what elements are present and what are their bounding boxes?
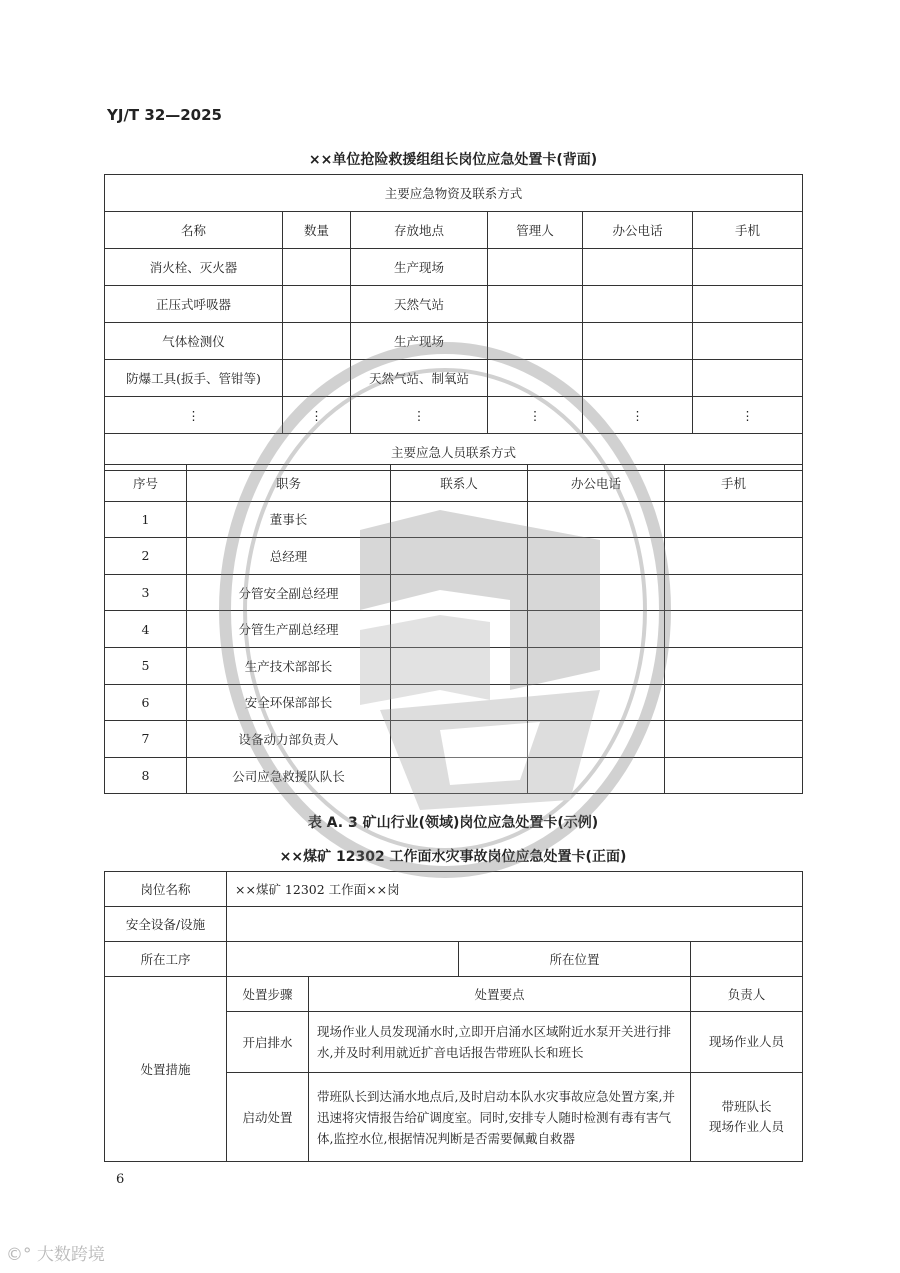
process-label: 所在工序 — [105, 942, 227, 977]
col-header: 办公电话 — [528, 465, 665, 502]
card-back-title: ××单位抢险救援组组长岗位应急处置卡(背面) — [308, 152, 598, 168]
col-header: 数量 — [283, 212, 351, 249]
step-point: 现场作业人员发现涌水时,立即开启涌水区域附近水泵开关进行排水,并及时利用就近扩音电话报告带班队长和班长 — [309, 1012, 691, 1073]
post-name-row — [105, 872, 803, 907]
ellipsis-cell: ⋮ — [105, 397, 283, 434]
table-cell: 公司应急救援队队长 — [187, 757, 391, 794]
table-row-ellipsis — [105, 397, 803, 434]
step-name: 启动处置 — [227, 1073, 309, 1162]
ellipsis-cell: ⋮ — [351, 397, 488, 434]
table-cell — [583, 286, 693, 323]
table-a3-caption: 表 A. 3 矿山行业(领域)岗位应急处置卡(示例) — [307, 815, 599, 831]
table-cell: 1 — [105, 501, 187, 538]
col-header: 管理人 — [488, 212, 583, 249]
table-cell — [488, 323, 583, 360]
ellipsis-cell: ⋮ — [693, 397, 803, 434]
process-row — [105, 942, 803, 977]
table-cell — [665, 684, 803, 721]
table-cell: 3 — [105, 574, 187, 611]
step-responsible — [691, 1073, 803, 1162]
table-cell — [391, 574, 528, 611]
table-cell — [665, 647, 803, 684]
table-cell — [391, 501, 528, 538]
step-point: 带班队长到达涌水地点后,及时启动本队水灾事故应急处置方案,并迅速将灾情报告给矿调度室。同时,安排专人随时检测有毒有害气体,监控水位,根据情况判断是否需要佩戴自救器 — [309, 1073, 691, 1162]
table-cell — [391, 721, 528, 758]
safety-equipment-row — [105, 907, 803, 942]
personnel-section-title: 主要应急人员联系方式 — [105, 434, 803, 471]
table-cell — [528, 538, 665, 575]
table-cell — [528, 757, 665, 794]
page-number: 6 — [116, 1172, 125, 1187]
table-cell — [693, 249, 803, 286]
responsible-header: 负责人 — [691, 977, 803, 1012]
table-cell: 设备动力部负责人 — [187, 721, 391, 758]
table-row — [105, 360, 803, 397]
table-row — [105, 574, 803, 611]
post-name-value: ××煤矿 12302 工作面××岗 — [227, 872, 803, 907]
table-cell: 8 — [105, 757, 187, 794]
table-cell — [665, 538, 803, 575]
personnel-header-row — [105, 465, 803, 502]
location-value — [691, 942, 803, 977]
table-cell: 正压式呼吸器 — [105, 286, 283, 323]
table-cell — [665, 501, 803, 538]
table-cell — [528, 501, 665, 538]
col-header: 办公电话 — [583, 212, 693, 249]
table-cell — [583, 360, 693, 397]
table-cell: 气体检测仪 — [105, 323, 283, 360]
materials-table — [104, 174, 803, 471]
table-cell — [693, 323, 803, 360]
brand-logo-icon: ©° — [6, 1245, 32, 1265]
table-cell — [528, 611, 665, 648]
table-cell: 6 — [105, 684, 187, 721]
table-cell — [488, 360, 583, 397]
materials-section-row — [105, 175, 803, 212]
ellipsis-cell: ⋮ — [488, 397, 583, 434]
table-row — [105, 721, 803, 758]
table-cell — [528, 684, 665, 721]
table-row — [105, 249, 803, 286]
table-cell — [283, 249, 351, 286]
table-cell — [283, 323, 351, 360]
table-cell — [665, 757, 803, 794]
table-cell — [528, 647, 665, 684]
responsible-person: 带班队长 — [721, 1099, 772, 1114]
ellipsis-cell: ⋮ — [283, 397, 351, 434]
table-cell: 4 — [105, 611, 187, 648]
table-cell: 生产现场 — [351, 249, 488, 286]
measures-header-row — [105, 977, 803, 1012]
table-cell: 5 — [105, 647, 187, 684]
ellipsis-cell: ⋮ — [583, 397, 693, 434]
table-row — [105, 611, 803, 648]
table-row — [105, 684, 803, 721]
materials-section-title: 主要应急物资及联系方式 — [105, 175, 803, 212]
table-cell: 2 — [105, 538, 187, 575]
table-cell — [665, 721, 803, 758]
col-header: 联系人 — [391, 465, 528, 502]
responsible-person: 现场作业人员 — [709, 1034, 785, 1049]
table-cell — [488, 249, 583, 286]
col-header: 名称 — [105, 212, 283, 249]
card-front-title: ××煤矿 12302 工作面水灾事故岗位应急处置卡(正面) — [279, 849, 627, 865]
responsible-person: 现场作业人员 — [709, 1119, 785, 1134]
table-cell — [391, 757, 528, 794]
table-cell — [391, 647, 528, 684]
col-header: 职务 — [187, 465, 391, 502]
table-cell — [665, 574, 803, 611]
table-cell — [528, 574, 665, 611]
col-header: 存放地点 — [351, 212, 488, 249]
col-header: 手机 — [693, 212, 803, 249]
materials-header-row — [105, 212, 803, 249]
col-header: 手机 — [665, 465, 803, 502]
measures-label: 处置措施 — [105, 977, 227, 1162]
step-name: 开启排水 — [227, 1012, 309, 1073]
step-responsible — [691, 1012, 803, 1073]
table-cell: 天然气站、制氧站 — [351, 360, 488, 397]
table-cell — [391, 538, 528, 575]
post-name-label: 岗位名称 — [105, 872, 227, 907]
brand-logo-text: 大数跨境 — [36, 1245, 105, 1265]
process-value — [227, 942, 459, 977]
safety-equipment-label: 安全设备/设施 — [105, 907, 227, 942]
table-cell: 安全环保部部长 — [187, 684, 391, 721]
table-cell — [693, 360, 803, 397]
table-cell — [693, 286, 803, 323]
table-cell — [488, 286, 583, 323]
points-header: 处置要点 — [309, 977, 691, 1012]
table-cell: 天然气站 — [351, 286, 488, 323]
table-cell: 分管安全副总经理 — [187, 574, 391, 611]
col-header: 序号 — [105, 465, 187, 502]
table-cell — [391, 611, 528, 648]
table-cell: 消火栓、灭火器 — [105, 249, 283, 286]
table-row — [105, 323, 803, 360]
table-cell: 总经理 — [187, 538, 391, 575]
personnel-table — [104, 464, 803, 794]
table-row — [105, 757, 803, 794]
front-card-table — [104, 871, 803, 1162]
table-row — [105, 501, 803, 538]
table-cell — [528, 721, 665, 758]
table-cell — [665, 611, 803, 648]
table-cell — [583, 249, 693, 286]
table-cell — [283, 360, 351, 397]
safety-equipment-value — [227, 907, 803, 942]
table-row — [105, 647, 803, 684]
table-cell: 防爆工具(扳手、管钳等) — [105, 360, 283, 397]
table-cell — [283, 286, 351, 323]
table-cell: 生产技术部部长 — [187, 647, 391, 684]
location-label: 所在位置 — [459, 942, 691, 977]
standard-code: YJ/T 32—2025 — [107, 106, 222, 124]
table-row — [105, 538, 803, 575]
table-cell: 分管生产副总经理 — [187, 611, 391, 648]
table-cell: 生产现场 — [351, 323, 488, 360]
table-cell: 董事长 — [187, 501, 391, 538]
brand-logo — [6, 1240, 105, 1265]
steps-header: 处置步骤 — [227, 977, 309, 1012]
table-cell: 7 — [105, 721, 187, 758]
table-row — [105, 286, 803, 323]
table-cell — [391, 684, 528, 721]
table-cell — [583, 323, 693, 360]
